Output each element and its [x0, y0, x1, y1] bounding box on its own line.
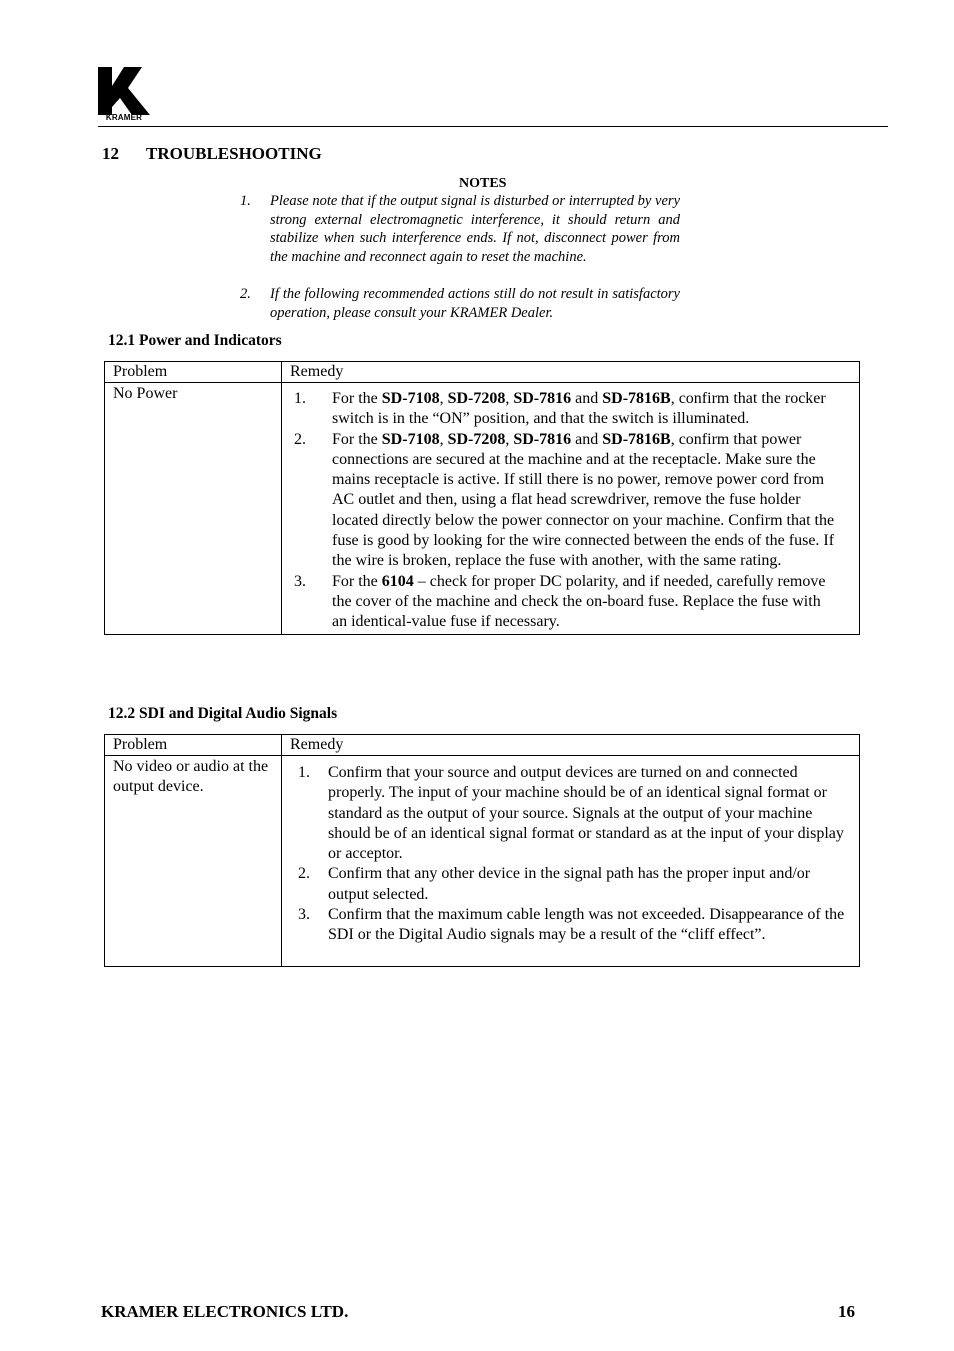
subsection-heading-sdi: 12.2 SDI and Digital Audio Signals — [108, 705, 338, 722]
remedy-column-header: Remedy — [282, 362, 860, 383]
remedy-number: 3. — [298, 906, 310, 924]
problem-column-header: Problem — [105, 362, 282, 383]
power-troubleshooting-table — [104, 361, 860, 635]
table-row — [105, 756, 860, 967]
logo-text: KRAMER — [105, 113, 143, 122]
section-number: 12 — [102, 144, 119, 163]
subsection-heading-power: 12.1 Power and Indicators — [108, 332, 282, 349]
note-item — [240, 285, 680, 322]
remedy-item — [290, 905, 851, 946]
table-header-row — [105, 735, 860, 756]
model-name: SD-7816B — [602, 430, 671, 448]
table-row — [105, 383, 860, 635]
note-number: 1. — [240, 193, 251, 209]
table-header-row — [105, 362, 860, 383]
remedy-number: 1. — [298, 764, 310, 781]
problem-cell: No video or audio at the output device. — [105, 756, 282, 967]
sdi-troubleshooting-table — [104, 734, 860, 967]
model-name: SD-7816 — [513, 390, 572, 407]
remedy-list — [290, 756, 851, 966]
remedy-item: 3. For the 6104 – check for proper DC polarity, and if needed, carefully remove the cover of the machine and check the on-board fuse. Replace the fuse with an identical-value fuse if necessary. — [294, 572, 826, 631]
remedy-list — [290, 383, 851, 634]
model-name: SD-7108 — [381, 430, 440, 448]
remedy-number: 2. — [298, 865, 310, 883]
remedy-item: 2. For the SD-7108, SD-7208, SD-7816 and SD-7816B, confirm that power connections are secured at the machine and at the receptacle. Make sure the mains receptacle is active. If still there is no power, remove power cord from AC outlet and then, using a flat head screwdriver, remove the fuse holder located directly below the power connector on your machine. Confirm that the fuse is good by looking for the wire connected between the ends of the fuse. If the wire is broken, replace the fuse with another, with the same rating. — [294, 430, 835, 570]
section-title: TROUBLESHOOTING — [146, 144, 322, 163]
footer-company: KRAMER ELECTRONICS LTD. — [101, 1302, 349, 1321]
page-number: 16 — [838, 1302, 855, 1321]
remedy-column-header: Remedy — [282, 735, 860, 756]
note-item — [240, 192, 680, 266]
remedy-text: Confirm that any other device in the signal path has the proper input and/or output selected. — [328, 865, 811, 903]
model-name: SD-7108 — [381, 390, 440, 407]
model-name: 6104 — [381, 572, 414, 590]
notes-title: NOTES — [459, 176, 507, 191]
model-name: SD-7208 — [447, 390, 506, 407]
problem-column-header: Problem — [105, 735, 282, 756]
remedy-number: 2. — [294, 430, 306, 448]
remedy-text: Confirm that your source and output devices are turned on and connected properly. The input of your machine should be of an identical signal format or standard as the output of your source. Signals at the output of your machine should be of an identical signal format or standard as at the input of your display or acceptor. — [328, 764, 844, 863]
note-text: Please note that if the output signal is disturbed or interrupted by very strong external electromagnetic interference, it should return and stabilize when such interference ends. If not, disconnect power from the machine and reconnect again to reset the machine. — [270, 193, 680, 265]
problem-cell: No Power — [105, 383, 282, 635]
note-text: If the following recommended actions still do not result in satisfactory operation, please consult your KRAMER Dealer. — [270, 286, 680, 321]
remedy-cell — [282, 383, 860, 635]
header-rule — [98, 126, 888, 127]
remedy-item — [290, 763, 851, 864]
remedy-cell — [282, 756, 860, 967]
note-number: 2. — [240, 286, 251, 302]
remedy-number: 1. — [294, 390, 306, 407]
remedy-text: Confirm that the maximum cable length was not exceeded. Disappearance of the SDI or the Digital Audio signals may be a result of the “cliff effect”. — [328, 906, 845, 944]
model-name: SD-7816B — [602, 390, 671, 407]
remedy-number: 3. — [294, 572, 306, 590]
remedy-item — [290, 864, 851, 905]
model-name: SD-7208 — [447, 430, 506, 448]
remedy-item: 1. For the SD-7108, SD-7208, SD-7816 and SD-7816B, confirm that the rocker switch is in the “ON” position, and that the switch is illuminated. — [294, 390, 826, 428]
model-name: SD-7816 — [513, 430, 572, 448]
